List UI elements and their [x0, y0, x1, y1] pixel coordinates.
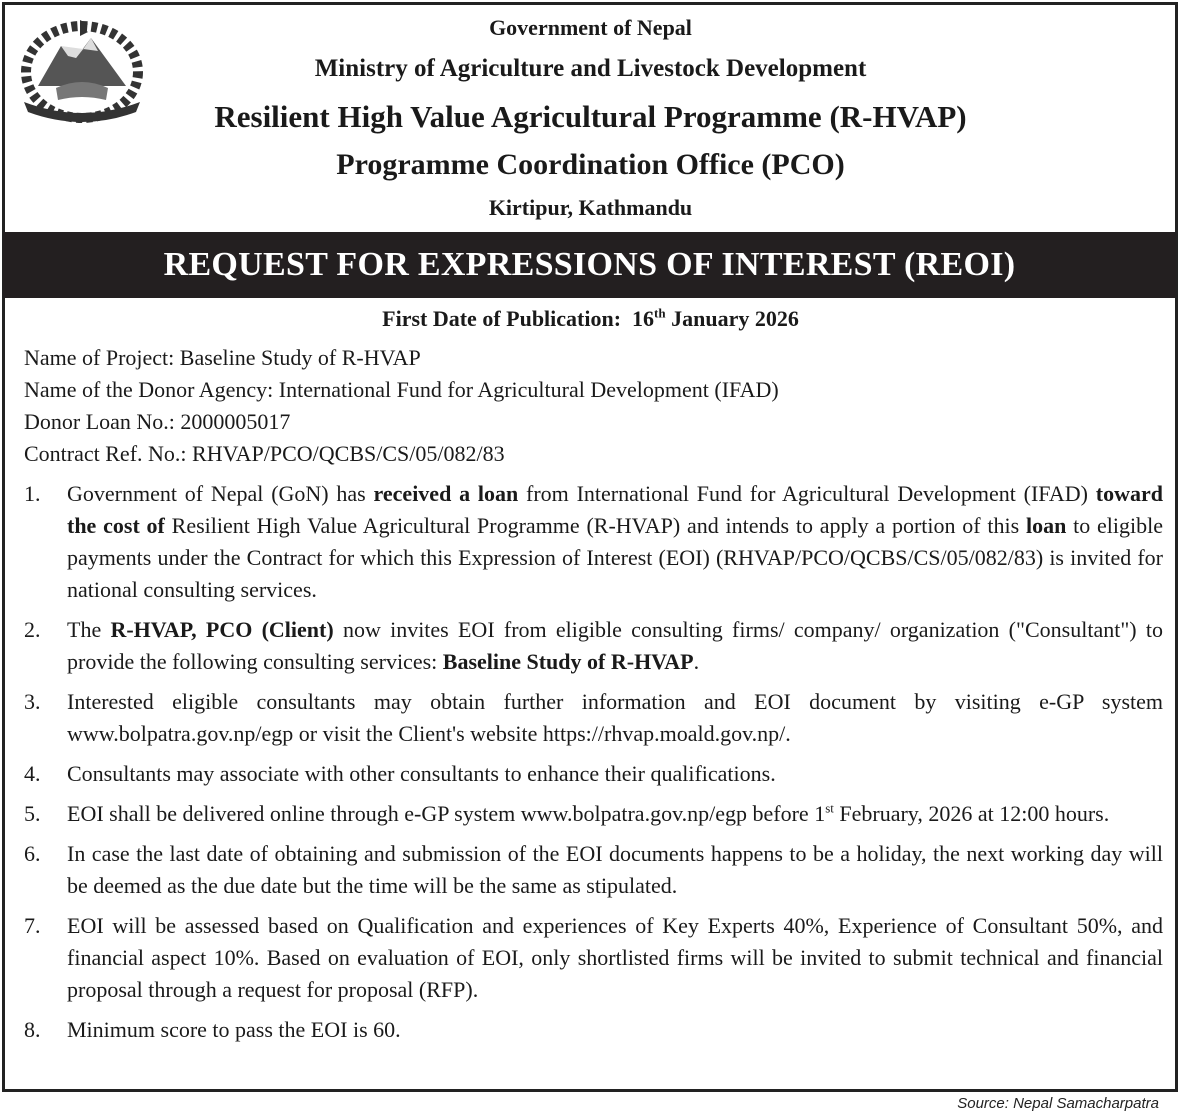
office-title: Programme Coordination Office (PCO) [336, 148, 845, 181]
contract-reference: Contract Ref. No.: RHVAP/PCO/QCBS/CS/05/082/83 [24, 441, 505, 466]
notice-clauses [24, 478, 1163, 1054]
office-location: Kirtipur, Kathmandu [488, 195, 693, 220]
donor-loan-number: Donor Loan No.: 2000005017 [24, 409, 291, 434]
clause-text: to eligible payments under the Contract for which this Expression of Interest (EOI) (RHVAP/PCO/QCBS/CS/05/082/83) is invited for national consulting services. [67, 513, 1164, 602]
publication-day-suffix: th [654, 305, 666, 321]
clause-text: Minimum score to pass the EOI is 60. [67, 1017, 401, 1042]
project-details [24, 342, 779, 470]
clause-number: 8. [24, 1017, 41, 1042]
ministry-title: Ministry of Agriculture and Livestock Development [314, 55, 867, 82]
clause-item [24, 798, 1163, 830]
clause-number: 5. [24, 801, 41, 826]
clause-text: EOI will be assessed based on Qualification and experiences of Key Experts 40%, Experience of Consultant 50%, and financial aspect 10%. Based on evaluation of EOI, only shortlisted firms will be invited to submit technical and financial proposal through a request for proposal (RFP). [67, 913, 1163, 1002]
clause-text: Consultants may associate with other consultants to enhance their qualifications. [67, 761, 776, 786]
clause-number: 6. [24, 841, 41, 866]
clause-text: In case the last date of obtaining and submission of the EOI documents happens to be a holiday, the next working day will be deemed as the due date but the time will be the same as stipulated. [67, 841, 1163, 898]
clause-item [24, 910, 1163, 1006]
publication-day: 16 [632, 306, 655, 331]
clause-bold-text: toward the cost of [67, 481, 1163, 538]
clause-item [24, 614, 1163, 678]
notice-heading: REQUEST FOR EXPRESSIONS OF INTEREST (REOI) [3, 232, 1176, 298]
clause-text: Interested eligible consultants may obtain further information and EOI document by visiting e-GP system www.bolpatra.gov.np/egp or visit the Client's website https://rhvap.moald.gov.np/. [67, 689, 1163, 746]
clause-number: 2. [24, 617, 41, 642]
clause-item [24, 478, 1163, 606]
clause-text: Resilient High Value Agricultural Programme (R-HVAP) and intends to apply a portion of this [164, 513, 1026, 538]
publication-label: First Date of Publication: [382, 306, 622, 331]
clause-bold-text: received a loan [373, 481, 519, 506]
clause-text: now invites EOI from eligible consulting firms/ company/ organization ("Consultant") to provide the following consulting services: [67, 617, 1163, 674]
clause-text: February, 2026 at 12:00 hours. [833, 801, 1110, 826]
project-name: Name of Project: Baseline Study of R-HVAP [24, 345, 421, 370]
clause-bold-text: R-HVAP, PCO (Client) [110, 617, 334, 642]
clause-number: 3. [24, 689, 41, 714]
clause-bold-text: loan [1025, 513, 1067, 538]
clause-bold-text: Baseline Study of R-HVAP [442, 649, 694, 674]
donor-agency: Name of the Donor Agency: International Fund for Agricultural Development (IFAD) [24, 377, 779, 402]
clause-text: The [67, 617, 111, 642]
clause-text: st [825, 800, 834, 816]
government-title: Government of Nepal [489, 15, 692, 40]
clause-number: 4. [24, 761, 41, 786]
clause-item [24, 686, 1163, 750]
clause-number: 7. [24, 913, 41, 938]
clause-item [24, 838, 1163, 902]
publication-date [0, 306, 1181, 332]
clause-text: . [693, 649, 700, 674]
clause-text: EOI shall be delivered online through e-GP system www.bolpatra.gov.np/egp before 1 [67, 801, 826, 826]
clause-number: 1. [24, 481, 41, 506]
clause-text: from International Fund for Agricultural Development (IFAD) [518, 481, 1096, 506]
publication-month-year: January 2026 [671, 306, 799, 331]
clause-text: Government of Nepal (GoN) has [67, 481, 374, 506]
programme-title: Resilient High Value Agricultural Programme (R-HVAP) [214, 99, 967, 134]
clause-item [24, 1014, 1163, 1046]
source-credit: Source: Nepal Samacharpatra [957, 1095, 1159, 1112]
clause-item [24, 758, 1163, 790]
